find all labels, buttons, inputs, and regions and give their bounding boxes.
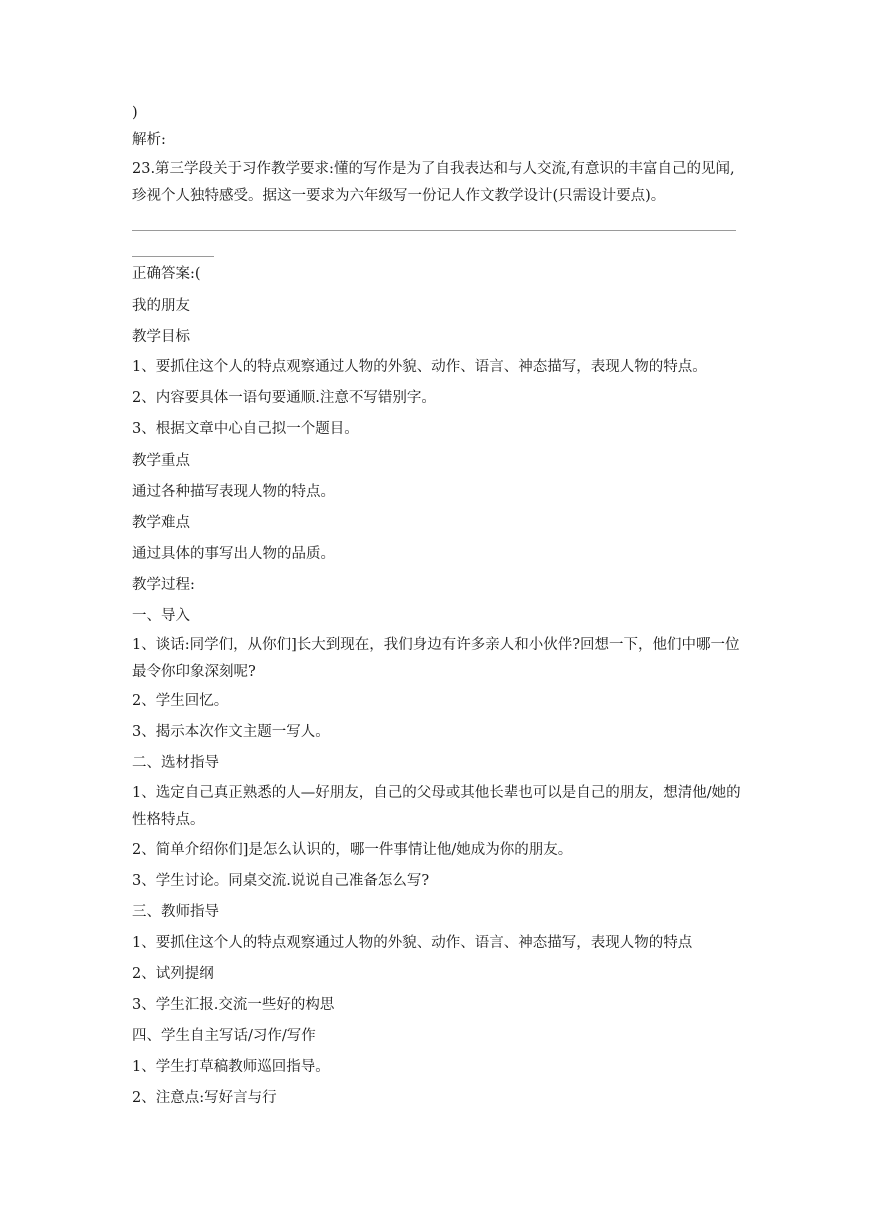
process-heading: 教学过程: <box>132 577 195 593</box>
difficulty-heading: 教学难点 <box>132 515 190 531</box>
goal-item-3: 3、根据文章中心自己拟一个题目。 <box>132 421 359 437</box>
writing-item-2: 2、注意点:写好言与行 <box>132 1090 277 1106</box>
section-heading-teacher: 三、教师指导 <box>132 904 219 920</box>
goal-item-1: 1、要抓住这个人的特点观察通过人物的外貌、动作、语言、神态描写，表现人物的特点。 <box>132 359 707 375</box>
section-heading-intro: 一、导入 <box>132 608 190 624</box>
intro-item-2: 2、学生回忆。 <box>132 693 229 709</box>
teacher-item-1: 1、要抓住这个人的特点观察通过人物的外貌、动作、语言、神态描写，表现人物的特点 <box>132 935 693 951</box>
material-item-2: 2、简单介绍你们]是怎么认识的，哪一件事情让他/她成为你的朋友。 <box>132 842 573 858</box>
closing-paren: ) <box>132 105 138 121</box>
goal-item-2: 2、内容要具体一语句要通顺.注意不写错别字。 <box>132 390 436 406</box>
section-heading-material: 二、选材指导 <box>132 755 219 771</box>
writing-item-1: 1、学生打草稿教师巡回指导。 <box>132 1059 330 1075</box>
answer-label: 正确答案:( <box>132 266 201 282</box>
section-heading-writing: 四、学生自主写话/习作/写作 <box>132 1028 316 1044</box>
teacher-item-2: 2、试列提纲 <box>132 966 214 982</box>
key-text: 通过各种描写表现人物的特点。 <box>132 484 335 500</box>
lesson-title: 我的朋友 <box>132 298 190 314</box>
question-text: 23.第三学段关于习作教学要求:懂的写作是为了自我表达和与人交流,有意识的丰富自己的见闻,珍视个人独特感受。据这一要求为六年级写一份记人作文教学设计(只需设计要点)。 <box>132 161 735 204</box>
analysis-label: 解析: <box>132 132 166 148</box>
key-heading: 教学重点 <box>132 453 190 469</box>
difficulty-text: 通过具体的事写出人物的品质。 <box>132 546 335 562</box>
teacher-item-3: 3、学生汇报.交流一些好的构思 <box>132 997 335 1013</box>
intro-item-3: 3、揭示本次作文主题一写人。 <box>132 724 330 740</box>
intro-item-1: 1、谈话:同学们，从你们]长大到现在，我们身边有许多亲人和小伙伴?回想一下，他们中哪一位最令你印象深刻呢? <box>132 637 740 680</box>
answer-line-1 <box>132 230 736 231</box>
answer-line-2 <box>132 256 214 257</box>
material-item-3: 3、学生讨论。同桌交流.说说自己准备怎么写? <box>132 873 430 889</box>
material-item-1: 1、选定自己真正熟悉的人—好朋友，自己的父母或其他长辈也可以是自己的朋友，想清他/她的性格特点。 <box>132 785 741 828</box>
goals-heading: 教学目标 <box>132 329 190 345</box>
